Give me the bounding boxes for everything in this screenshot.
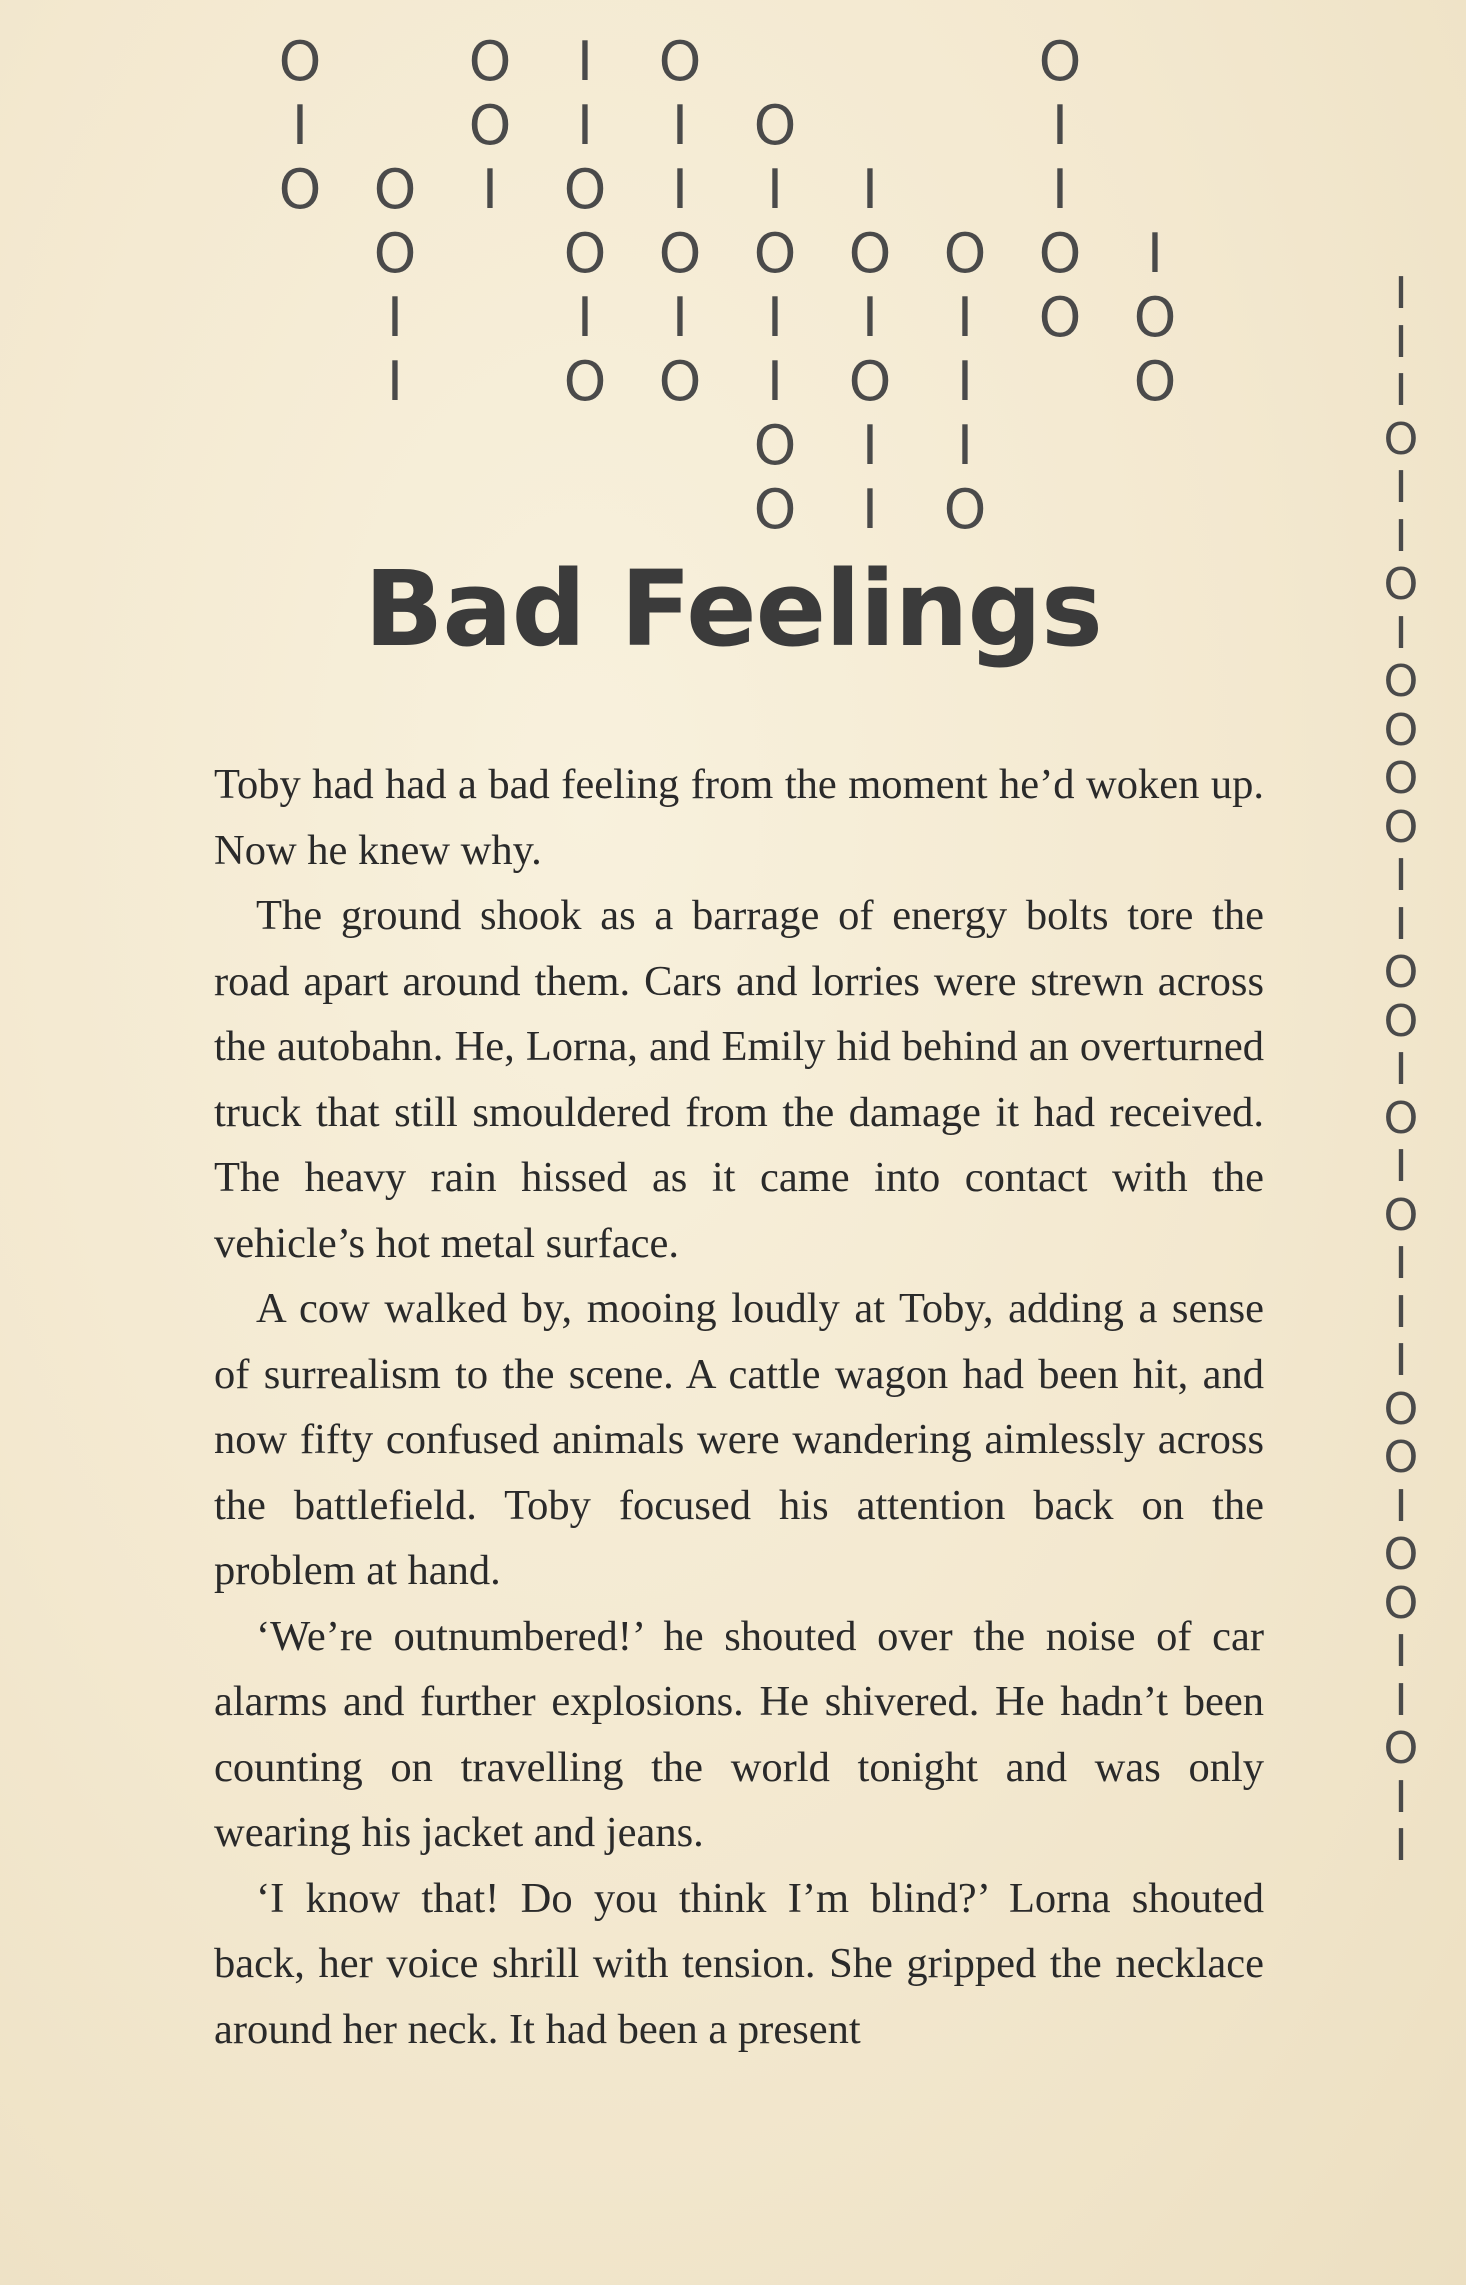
- binary-column-6: O I O I I O O: [753, 94, 797, 541]
- binary-column-9: O I I O O: [1038, 30, 1082, 349]
- binary-column-2: O O I I: [373, 158, 417, 413]
- paragraph: A cow walked by, mooing loudly at Toby, adding a sense of surrealism to the scene. A cattle wagon had been hit, and now fifty confused animals were wandering aimlessly across the battlefield. Toby focused his attention back on the problem at hand.: [214, 1285, 1264, 1594]
- chapter-body: [214, 752, 1264, 2062]
- binary-column-10: I O O: [1133, 222, 1177, 413]
- binary-column-8: O I I I O: [943, 222, 987, 541]
- binary-column-7: I O I O I I: [848, 158, 892, 541]
- binary-side-column: I I I O I I O I O O O O I I O O I O I O I I I O O I O O I I O I I: [1383, 268, 1419, 1871]
- binary-column-3: O O I: [468, 30, 512, 221]
- paragraph: The ground shook as a barrage of energy bolts tore the road apart around them. Cars and lorries were strewn across the autobahn. He, Lorna, and Emily hid behind an overturned truck that still smouldered from the damage it had received. The heavy rain hissed as it came into contact with the vehicle’s hot metal surface.: [214, 892, 1264, 1267]
- paragraph: ‘I know that! Do you think I’m blind?’ Lorna shouted back, her voice shrill with tension. She gripped the necklace around her neck. It had been a present: [214, 1874, 1264, 2053]
- paragraph: ‘We’re outnumbered!’ he shouted over the noise of car alarms and further explosions. He shivered. He hadn’t been counting on travelling the world tonight and was only wearing his jacket and jeans.: [214, 1612, 1264, 1856]
- binary-column-4: I I O O I O: [563, 30, 607, 413]
- chapter-title: Bad Feelings: [364, 548, 1102, 670]
- binary-column-1: O I O: [278, 30, 322, 221]
- paragraph: Toby had had a bad feeling from the moment he’d woken up. Now he knew why.: [214, 761, 1264, 874]
- binary-column-5: O I I O I O: [658, 30, 702, 413]
